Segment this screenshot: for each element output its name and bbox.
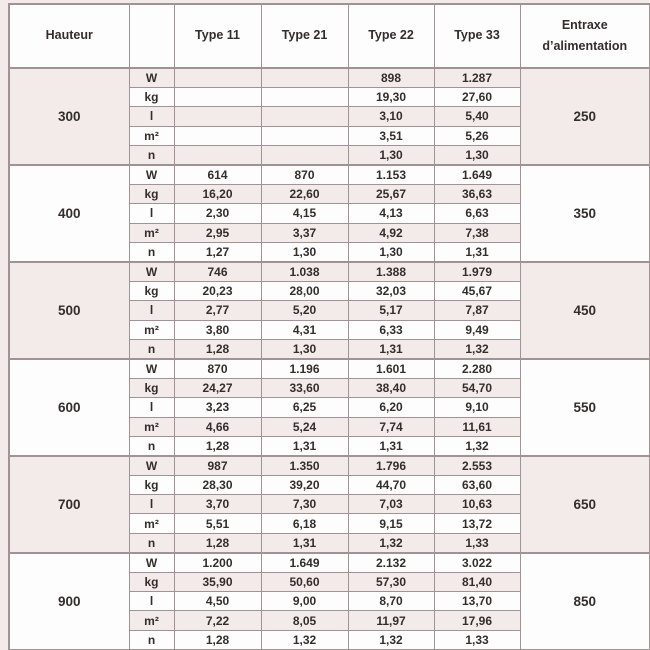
unit-cell: kg (129, 572, 174, 591)
value-cell: 38,40 (348, 378, 434, 397)
value-cell: 10,63 (434, 495, 520, 514)
value-cell: 5,26 (434, 126, 520, 145)
unit-cell: n (129, 533, 174, 552)
entraxe-cell: 850 (520, 553, 650, 650)
radiator-spec-table (8, 3, 650, 650)
value-cell: 1,28 (174, 630, 261, 649)
unit-cell: l (129, 204, 174, 223)
value-cell: 13,72 (434, 514, 520, 533)
value-cell: 50,60 (261, 572, 348, 591)
header-hauteur: Hauteur (9, 4, 129, 68)
unit-cell: m² (129, 611, 174, 630)
hauteur-cell: 500 (9, 262, 129, 359)
value-cell: 1,32 (348, 630, 434, 649)
value-cell: 6,63 (434, 204, 520, 223)
value-cell: 8,05 (261, 611, 348, 630)
value-cell: 28,30 (174, 475, 261, 494)
value-cell: 4,31 (261, 320, 348, 339)
value-cell: 9,00 (261, 592, 348, 611)
value-cell: 63,60 (434, 475, 520, 494)
unit-cell: W (129, 553, 174, 572)
value-cell: 2,30 (174, 204, 261, 223)
value-cell: 3,80 (174, 320, 261, 339)
value-cell: 16,20 (174, 184, 261, 203)
value-cell: 746 (174, 262, 261, 281)
value-cell: 1,33 (434, 533, 520, 552)
value-cell: 39,20 (261, 475, 348, 494)
value-cell: 7,03 (348, 495, 434, 514)
value-cell: 9,49 (434, 320, 520, 339)
value-cell: 1,28 (174, 533, 261, 552)
table-row (9, 165, 650, 184)
value-cell: 7,30 (261, 495, 348, 514)
value-cell: 11,97 (348, 611, 434, 630)
value-cell: 1.153 (348, 165, 434, 184)
value-cell: 1.796 (348, 456, 434, 475)
table-body (9, 68, 650, 650)
value-cell (261, 87, 348, 106)
unit-cell: m² (129, 126, 174, 145)
unit-cell: kg (129, 87, 174, 106)
header-type-21: Type 21 (261, 4, 348, 68)
unit-cell: W (129, 456, 174, 475)
unit-cell: n (129, 630, 174, 649)
value-cell: 45,67 (434, 281, 520, 300)
value-cell: 27,60 (434, 87, 520, 106)
value-cell: 57,30 (348, 572, 434, 591)
unit-cell: n (129, 243, 174, 262)
value-cell: 1,31 (348, 339, 434, 358)
value-cell (174, 107, 261, 126)
header-entraxe (520, 4, 650, 68)
entraxe-cell: 350 (520, 165, 650, 262)
value-cell: 1,30 (434, 146, 520, 165)
unit-cell: m² (129, 514, 174, 533)
table-row (9, 553, 650, 572)
value-cell: 3,51 (348, 126, 434, 145)
value-cell: 4,92 (348, 223, 434, 242)
value-cell: 2,77 (174, 301, 261, 320)
value-cell: 6,20 (348, 398, 434, 417)
value-cell: 32,03 (348, 281, 434, 300)
value-cell: 1,27 (174, 243, 261, 262)
value-cell: 54,70 (434, 378, 520, 397)
value-cell (261, 107, 348, 126)
value-cell: 1.200 (174, 553, 261, 572)
value-cell: 2.280 (434, 359, 520, 378)
header-type-33: Type 33 (434, 4, 520, 68)
hauteur-cell: 300 (9, 68, 129, 165)
value-cell: 4,50 (174, 592, 261, 611)
value-cell: 5,40 (434, 107, 520, 126)
value-cell: 7,38 (434, 223, 520, 242)
entraxe-cell: 650 (520, 456, 650, 553)
value-cell: 2,95 (174, 223, 261, 242)
value-cell (261, 126, 348, 145)
value-cell (174, 146, 261, 165)
hauteur-cell: 400 (9, 165, 129, 262)
value-cell: 870 (174, 359, 261, 378)
value-cell: 4,13 (348, 204, 434, 223)
value-cell: 6,33 (348, 320, 434, 339)
table-header (9, 4, 650, 68)
table-row (9, 68, 650, 87)
value-cell: 25,67 (348, 184, 434, 203)
value-cell: 987 (174, 456, 261, 475)
value-cell: 1,31 (348, 436, 434, 455)
value-cell: 3,37 (261, 223, 348, 242)
value-cell: 24,27 (174, 378, 261, 397)
value-cell: 7,74 (348, 417, 434, 436)
value-cell: 2.553 (434, 456, 520, 475)
value-cell: 17,96 (434, 611, 520, 630)
value-cell: 1,31 (261, 436, 348, 455)
value-cell (174, 68, 261, 87)
unit-cell: l (129, 495, 174, 514)
value-cell: 1,31 (261, 533, 348, 552)
unit-cell: kg (129, 281, 174, 300)
value-cell: 5,24 (261, 417, 348, 436)
value-cell: 5,17 (348, 301, 434, 320)
hauteur-cell: 700 (9, 456, 129, 553)
value-cell: 11,61 (434, 417, 520, 436)
value-cell: 1.601 (348, 359, 434, 378)
value-cell (174, 87, 261, 106)
value-cell: 1.287 (434, 68, 520, 87)
hauteur-cell: 900 (9, 553, 129, 650)
value-cell: 1,31 (434, 243, 520, 262)
value-cell: 1.350 (261, 456, 348, 475)
value-cell: 33,60 (261, 378, 348, 397)
value-cell: 1.649 (434, 165, 520, 184)
value-cell: 3,70 (174, 495, 261, 514)
header-unit-blank (129, 4, 174, 68)
value-cell: 1,28 (174, 339, 261, 358)
value-cell: 614 (174, 165, 261, 184)
table-row (9, 456, 650, 475)
value-cell: 1.649 (261, 553, 348, 572)
value-cell: 1,30 (261, 243, 348, 262)
value-cell: 1,32 (261, 630, 348, 649)
value-cell: 1.038 (261, 262, 348, 281)
value-cell: 1.979 (434, 262, 520, 281)
value-cell: 22,60 (261, 184, 348, 203)
value-cell: 1.388 (348, 262, 434, 281)
value-cell: 870 (261, 165, 348, 184)
header-entraxe-line1: Entraxe (561, 17, 608, 32)
value-cell: 5,20 (261, 301, 348, 320)
value-cell: 1,30 (348, 146, 434, 165)
value-cell: 2.132 (348, 553, 434, 572)
value-cell: 3.022 (434, 553, 520, 572)
header-row (9, 4, 650, 68)
value-cell: 5,51 (174, 514, 261, 533)
value-cell: 1,32 (434, 339, 520, 358)
value-cell: 81,40 (434, 572, 520, 591)
unit-cell: kg (129, 475, 174, 494)
value-cell: 1,30 (261, 339, 348, 358)
value-cell: 44,70 (348, 475, 434, 494)
value-cell: 3,23 (174, 398, 261, 417)
value-cell: 898 (348, 68, 434, 87)
unit-cell: l (129, 301, 174, 320)
value-cell: 1.196 (261, 359, 348, 378)
unit-cell: m² (129, 320, 174, 339)
unit-cell: l (129, 107, 174, 126)
value-cell: 1,30 (348, 243, 434, 262)
value-cell: 4,66 (174, 417, 261, 436)
header-type-22: Type 22 (348, 4, 434, 68)
value-cell: 6,18 (261, 514, 348, 533)
header-type-11: Type 11 (174, 4, 261, 68)
entraxe-cell: 250 (520, 68, 650, 165)
unit-cell: W (129, 262, 174, 281)
value-cell: 28,00 (261, 281, 348, 300)
value-cell: 8,70 (348, 592, 434, 611)
unit-cell: m² (129, 417, 174, 436)
value-cell: 9,15 (348, 514, 434, 533)
unit-cell: W (129, 68, 174, 87)
unit-cell: n (129, 436, 174, 455)
value-cell: 1,28 (174, 436, 261, 455)
value-cell: 1,32 (434, 436, 520, 455)
entraxe-cell: 550 (520, 359, 650, 456)
value-cell (261, 146, 348, 165)
entraxe-cell: 450 (520, 262, 650, 359)
unit-cell: n (129, 339, 174, 358)
value-cell: 13,70 (434, 592, 520, 611)
value-cell: 19,30 (348, 87, 434, 106)
value-cell: 7,22 (174, 611, 261, 630)
value-cell: 6,25 (261, 398, 348, 417)
unit-cell: m² (129, 223, 174, 242)
value-cell: 1,33 (434, 630, 520, 649)
table-row (9, 262, 650, 281)
value-cell: 35,90 (174, 572, 261, 591)
hauteur-cell: 600 (9, 359, 129, 456)
value-cell: 3,10 (348, 107, 434, 126)
unit-cell: kg (129, 184, 174, 203)
unit-cell: l (129, 592, 174, 611)
unit-cell: n (129, 146, 174, 165)
value-cell: 1,32 (348, 533, 434, 552)
unit-cell: kg (129, 378, 174, 397)
value-cell (174, 126, 261, 145)
table-row (9, 359, 650, 378)
unit-cell: l (129, 398, 174, 417)
value-cell: 36,63 (434, 184, 520, 203)
value-cell (261, 68, 348, 87)
value-cell: 7,87 (434, 301, 520, 320)
value-cell: 20,23 (174, 281, 261, 300)
value-cell: 4,15 (261, 204, 348, 223)
unit-cell: W (129, 359, 174, 378)
unit-cell: W (129, 165, 174, 184)
header-entraxe-line2: d’alimentation (542, 39, 628, 53)
value-cell: 9,10 (434, 398, 520, 417)
